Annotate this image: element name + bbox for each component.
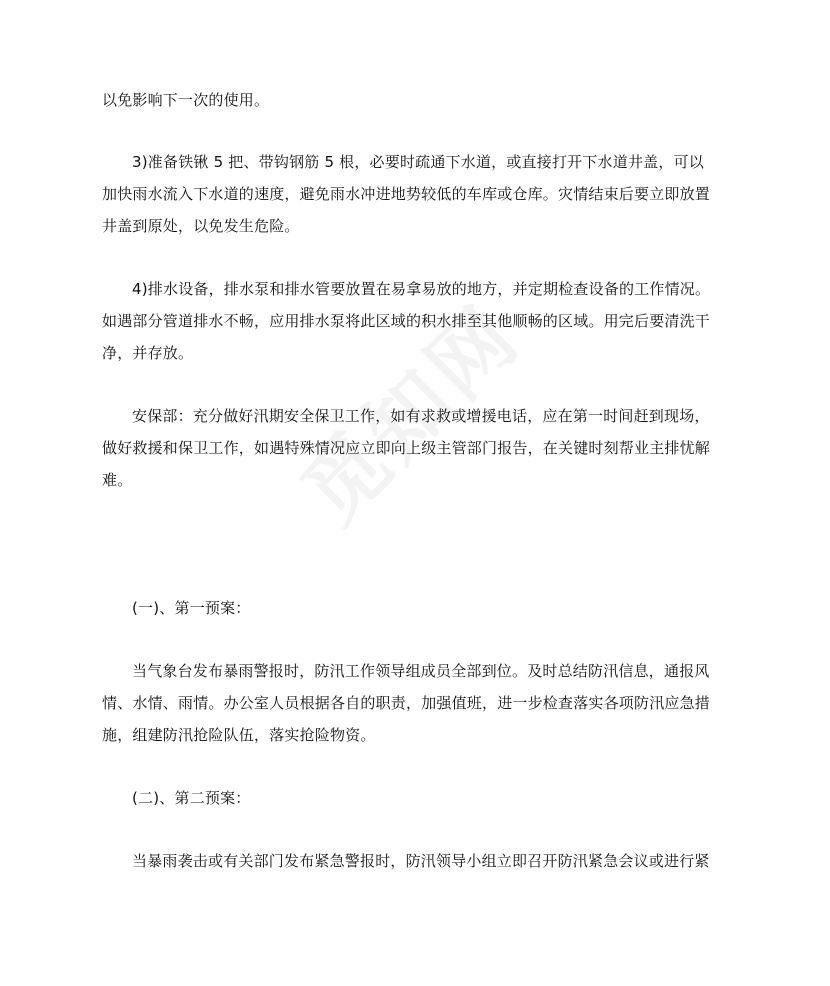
subsection-heading: (二)、第二预案： — [132, 789, 251, 807]
paragraph-line: 井盖到原处，以免发生危险。 — [102, 217, 300, 235]
paragraph-line: 加快雨水流入下水道的速度，避免雨水冲进地势较低的车库或仓库。灾情结束后要立即放置 — [102, 185, 711, 203]
paragraph-line: 施，组建防汛抢险队伍，落实抢险物资。 — [102, 726, 376, 744]
paragraph-line: 4)排水设备，排水泵和排水管要放置在易拿易放的地方，并定期检查设备的工作情况。 — [132, 280, 711, 298]
paragraph-line: 以免影响下一次的使用。 — [102, 91, 270, 109]
paragraph-line: 难。 — [102, 471, 133, 489]
paragraph-line: 净，并存放。 — [102, 344, 194, 362]
paragraph-line: 安保部：充分做好汛期安全保卫工作，如有求救或增援电话，应在第一时间赶到现场， — [132, 407, 710, 425]
paragraph-line: 做好救援和保卫工作，如遇特殊情况应立即向上级主管部门报告，在关键时刻帮业主排忧解 — [102, 439, 711, 457]
paragraph-line: 当气象台发布暴雨警报时，防汛工作领导组成员全部到位。及时总结防汛信息，通报风 — [132, 662, 710, 680]
paragraph-line: 3)准备铁锹 5 把、带钩钢筋 5 根，必要时疏通下水道，或直接打开下水道井盖，可以 — [132, 153, 704, 171]
paragraph-line: 情、水情、雨情。办公室人员根据各自的职责，加强值班，进一步检查落实各项防汛应急措 — [102, 694, 711, 712]
subsection-heading: (一)、第一预案： — [132, 599, 251, 617]
section-heading — [102, 534, 148, 556]
paragraph-line: 当暴雨袭击或有关部门发布紧急警报时，防汛领导小组立即召开防汛紧急会议或进行紧 — [132, 852, 710, 870]
paragraph-line: 如遇部分管道排水不畅，应用排水泵将此区域的积水排至其他顺畅的区域。用完后要清洗干 — [102, 312, 711, 330]
